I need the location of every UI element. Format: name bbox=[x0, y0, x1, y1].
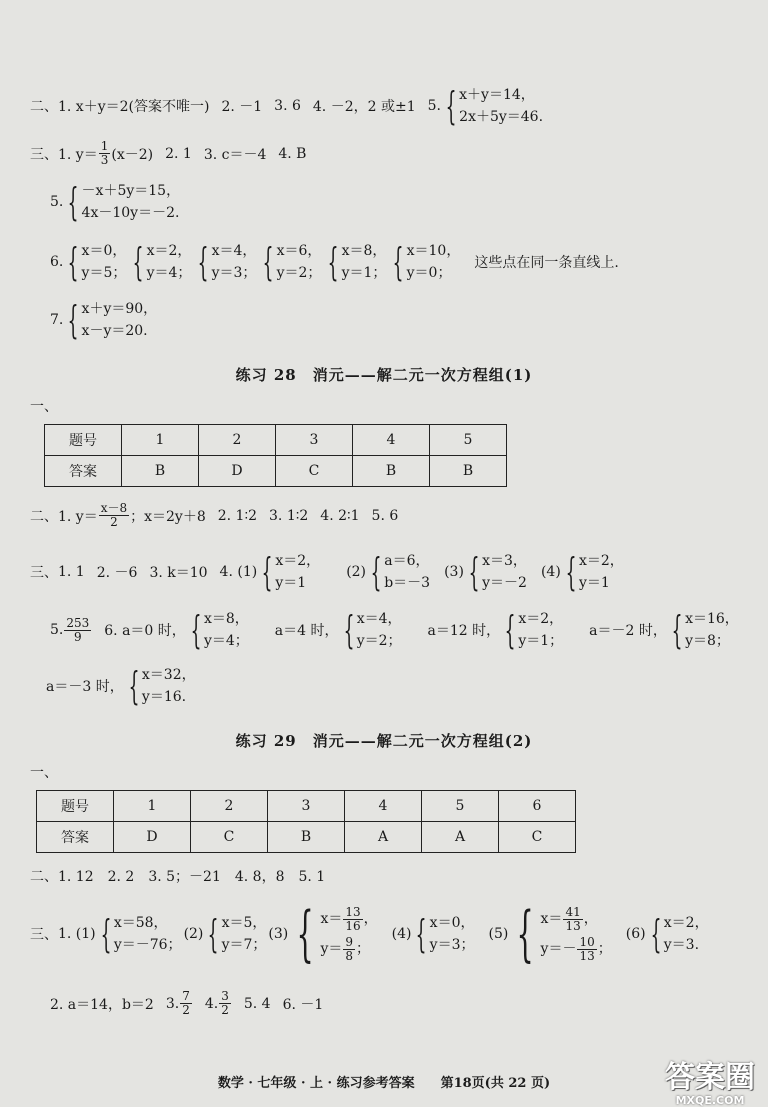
ex28-s3-line2: 5. $\frac{253}{9}$ 6. a＝0 时， { x＝8， y＝4； a＝4 时， { x＝4， y＝2； a＝12 时， { x＝2， y＝1； a＝－2 时， { x＝16， y＝8； bbox=[50, 608, 739, 652]
s3a-line1: 三、 1. y＝ $\frac{1}{3}$ (x－2) 2. 1 3. c＝－4 4. B bbox=[30, 139, 307, 167]
s3a-q6: 6. { x＝0， y＝5； { x＝2， y＝4； { x＝4， y＝3； { x＝6， y＝2； { x＝8， y＝1； { x＝10， y＝0； 这些点在同一条直线上. bbox=[50, 240, 619, 284]
fraction: $\frac{1}{3}$ bbox=[100, 139, 109, 167]
fraction: $\frac{x-8}{2}$ bbox=[100, 501, 128, 529]
ex29-s1-label: 一、 bbox=[30, 765, 58, 781]
s3a-q7: 7. { x＋y＝90， x－y＝20. bbox=[50, 298, 158, 342]
equation-system: { x＝4， y＝3； bbox=[198, 240, 257, 284]
equation-system: { x＝2， y＝4； bbox=[133, 240, 192, 284]
ex29-s3-line1: 三、 1. (1) { x＝58， y＝－76； (2) { x＝5， y＝7； (3) { x＝ $\frac{13}{16}$ ， y＝ $\frac{9}{8}$ ； (4) { x＝0， y＝3； (5) { x＝ $\frac{41}{13}$ ， y＝－ $\frac{10}{13}$ ； (6) { x＝2， y＝3. bbox=[30, 899, 709, 969]
equation-system: { x＝8， y＝1； bbox=[328, 240, 387, 284]
equation-system: { x＋y＝14， 2x＋5y＝46. bbox=[445, 84, 544, 128]
s3a-q5: 5. { －x＋5y＝15， 4x－10y＝－2. bbox=[50, 180, 181, 224]
watermark-logo: 答案圈 MXQE.COM bbox=[665, 1060, 755, 1107]
page-footer: 数学 · 七年级 · 上 · 练习参考答案 第18页(共 22 页) bbox=[217, 1076, 551, 1091]
ex29-s3-line2: 2. a＝14，b＝2 3. $\frac{7}{2}$ 4. $\frac{3}{2}$ 5. 4 6. －1 bbox=[50, 989, 324, 1017]
fraction: $\frac{3}{2}$ bbox=[221, 989, 229, 1017]
equation-system: { x＝10， y＝0； bbox=[393, 240, 461, 284]
ex28-answer-table bbox=[44, 424, 507, 487]
table-row: 答案 B D C B B bbox=[45, 456, 507, 487]
ex29-answer-table bbox=[36, 790, 576, 853]
ex29-s2: 二、1. 12 2. 2 3. 5；－21 4. 8，8 5. 1 bbox=[30, 869, 326, 885]
fraction: $\frac{253}{9}$ bbox=[66, 615, 90, 644]
ex28-s3-line1: 三、 1. 1 2. －6 3. k＝10 4. (1) { x＝2， y＝1 (2) { a＝6， b＝－3 (3) { x＝3， y＝－2 (4) { x＝2， y＝1 bbox=[30, 550, 624, 594]
table-row: 题号 1 2 3 4 5 bbox=[45, 425, 507, 456]
equation-system: { x＝0， y＝5； bbox=[68, 240, 127, 284]
ex28-s1-label: 一、 bbox=[30, 399, 58, 415]
exercise-28-title: 练习 28 消元——解二元一次方程组(1) bbox=[235, 366, 533, 384]
table-row: 题号 1 2 3 4 5 6 bbox=[37, 791, 576, 822]
ex28-s3-line3: a＝－3 时， { x＝32， y＝16. bbox=[46, 664, 196, 708]
equation-system: { x＝6， y＝2； bbox=[263, 240, 322, 284]
fraction: $\frac{7}{2}$ bbox=[182, 989, 190, 1017]
equation-system: { －x＋5y＝15， 4x－10y＝－2. bbox=[68, 180, 181, 224]
ex28-s2: 二、 1. y＝ $\frac{x-8}{2}$ ；x＝2y＋8 2. 1∶2 3. 1∶2 4. 2∶1 5. 6 bbox=[30, 501, 399, 529]
table-row: 答案 D C B A A C bbox=[37, 822, 576, 853]
s2a-line: 二、 1. x＋y＝2(答案不唯一) 2. －1 3. 6 4. －2，2 或±1 5. { x＋y＝14， 2x＋5y＝46. bbox=[30, 84, 544, 128]
exercise-29-title: 练习 29 消元——解二元一次方程组(2) bbox=[235, 732, 533, 750]
equation-system: { x＋y＝90， x－y＝20. bbox=[68, 298, 158, 342]
